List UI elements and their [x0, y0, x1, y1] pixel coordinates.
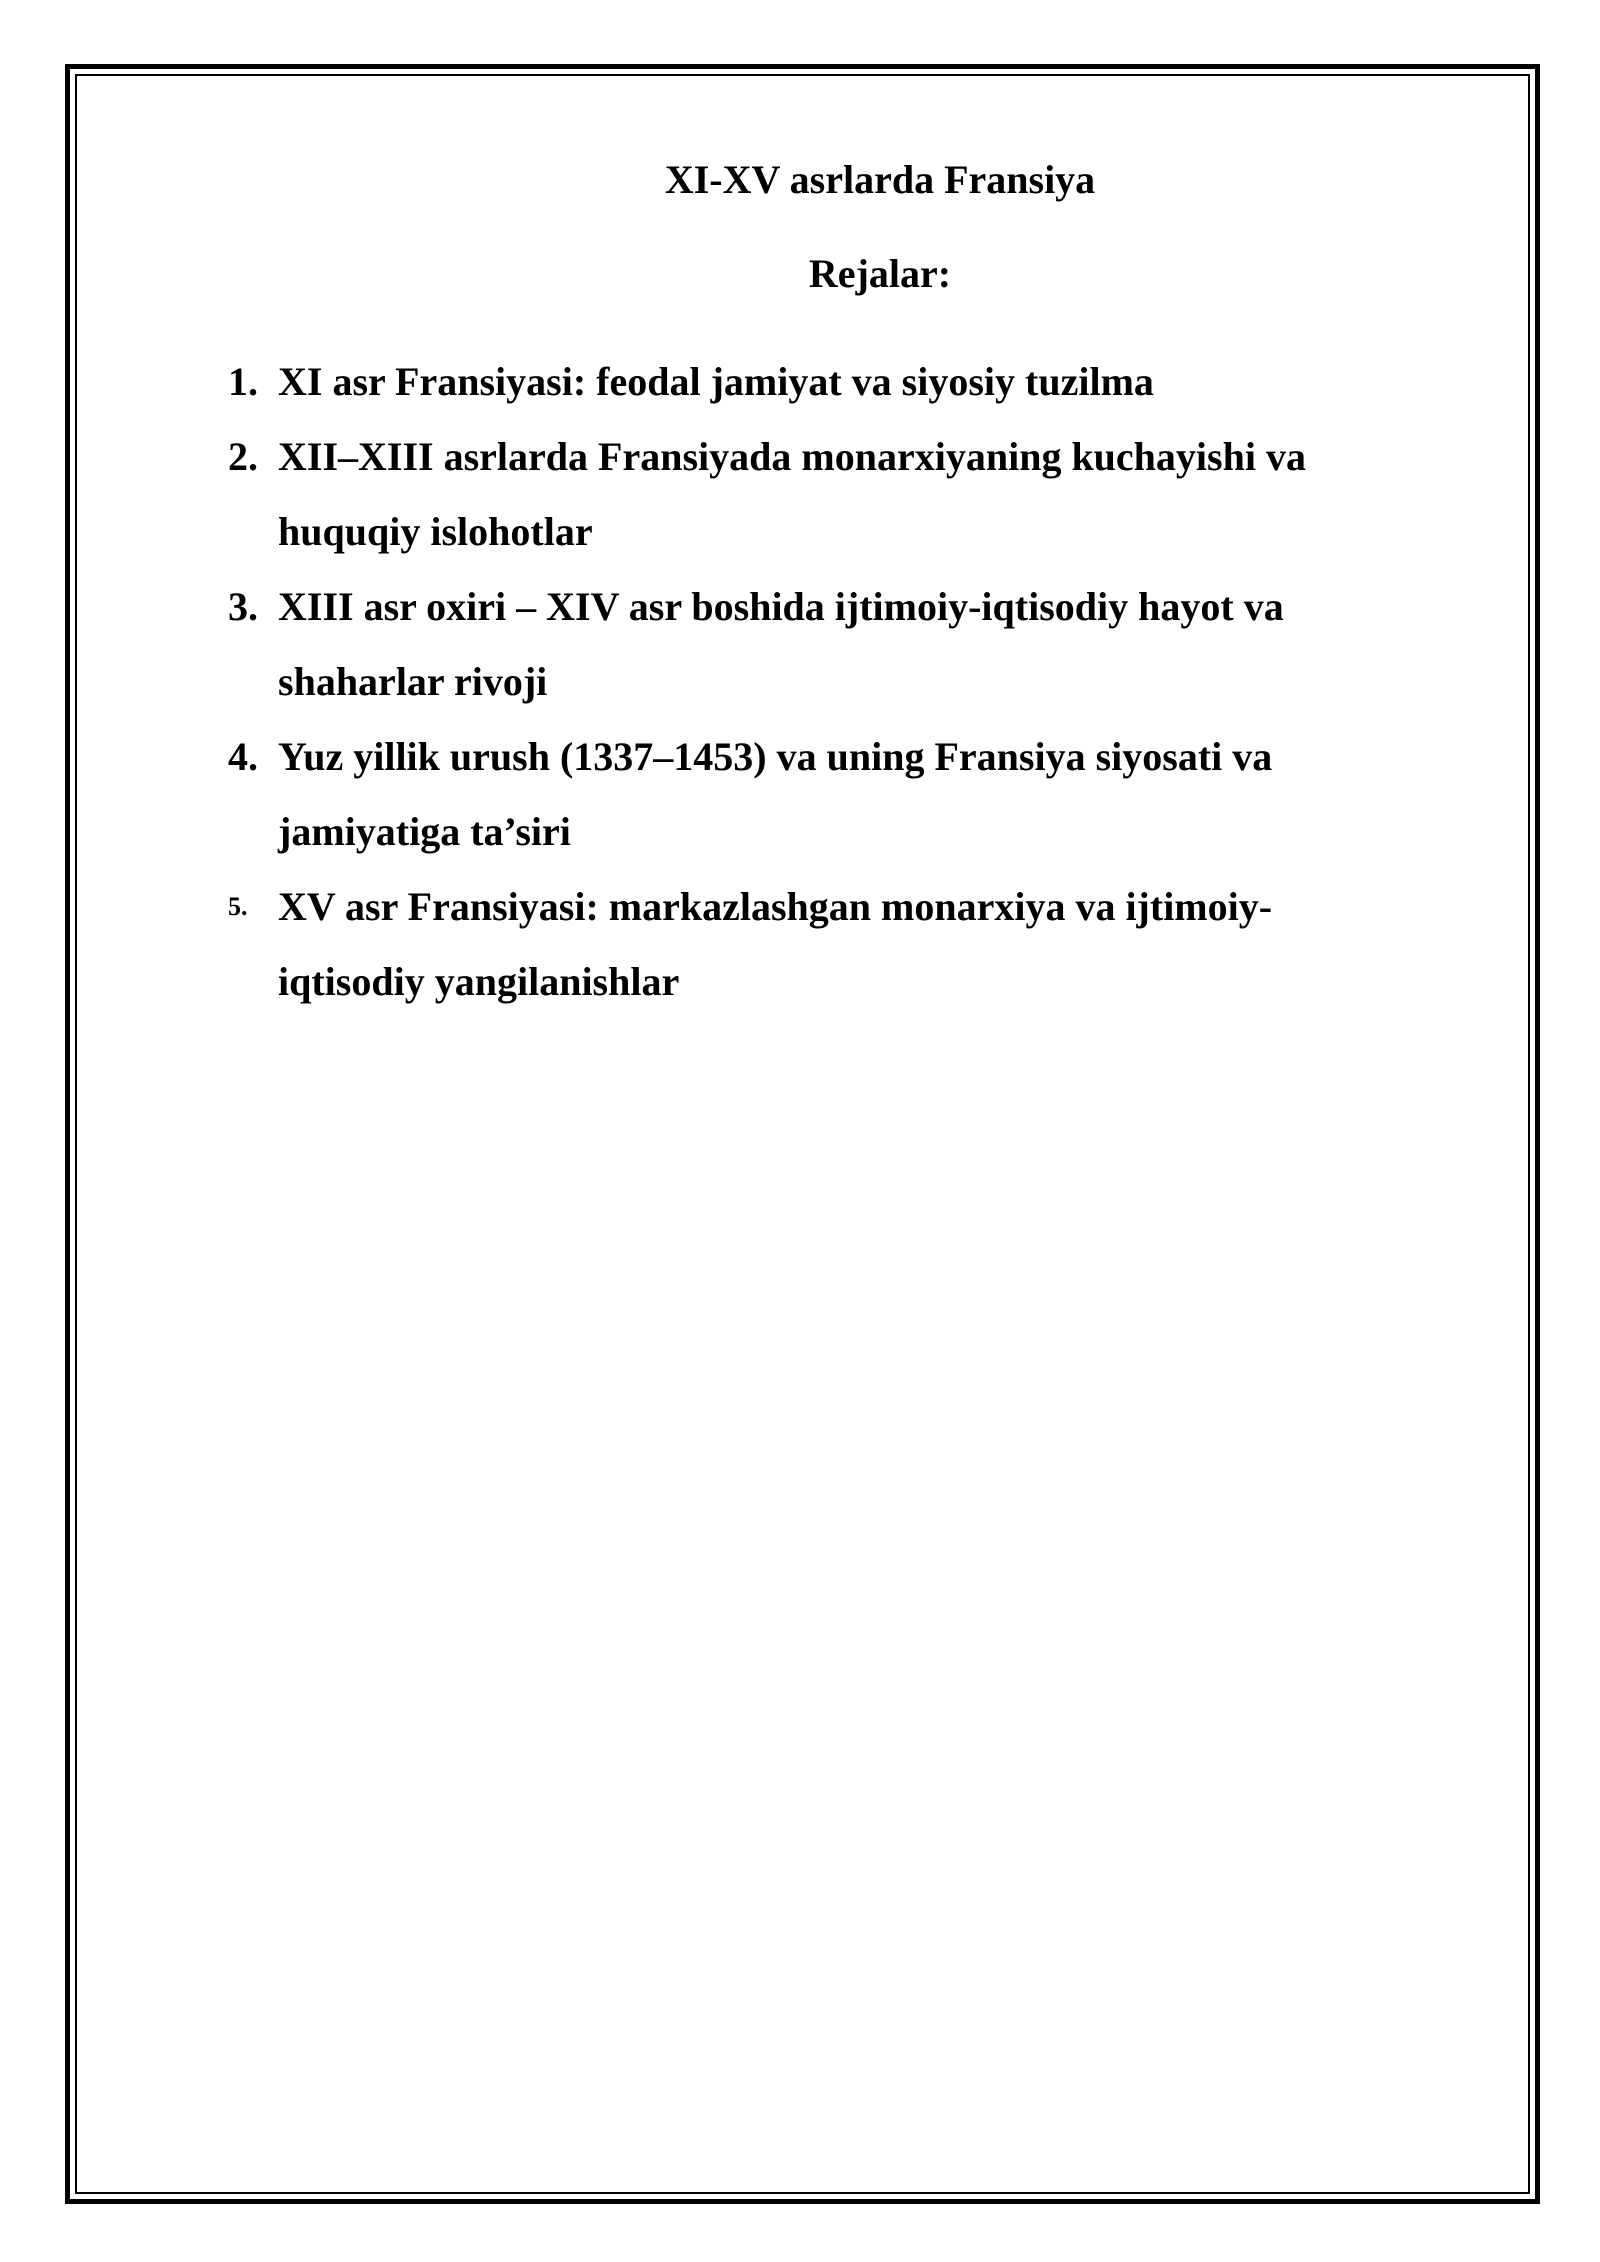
plan-item-1 — [220, 344, 1400, 419]
plan-item-number: 4. — [228, 734, 258, 779]
plan-item-number: 2. — [228, 434, 258, 479]
plan-item-text: Yuz yillik urush (1337–1453) va uning Fransiya siyosati va jamiyatiga ta’siri — [278, 734, 1273, 854]
plan-list — [220, 344, 1400, 1019]
plan-item-5 — [220, 869, 1400, 1019]
page-content — [220, 150, 1400, 1019]
plan-item-number: 5. — [228, 892, 248, 921]
plan-item-number: 1. — [228, 359, 258, 404]
plan-item-number: 3. — [228, 584, 258, 629]
plan-item-3 — [220, 569, 1400, 719]
plan-item-text: XIII asr oxiri – XIV asr boshida ijtimoiy-iqtisodiy hayot va shaharlar rivoji — [278, 584, 1284, 704]
plan-item-4 — [220, 719, 1400, 869]
plan-item-text: XII–XIII asrlarda Fransiyada monarxiyaning kuchayishi va huquqiy islohotlar — [278, 434, 1306, 554]
plan-heading: Rejalar: — [808, 251, 952, 296]
plan-item-text: XV asr Fransiyasi: markazlashgan monarxiya va ijtimoiy-iqtisodiy yangilanishlar — [278, 884, 1273, 1004]
plan-item-text: XI asr Fransiyasi: feodal jamiyat va siyosiy tuzilma — [278, 359, 1154, 404]
plan-item-2 — [220, 419, 1400, 569]
page-title: XI-XV asrlarda Fransiya — [664, 157, 1096, 202]
